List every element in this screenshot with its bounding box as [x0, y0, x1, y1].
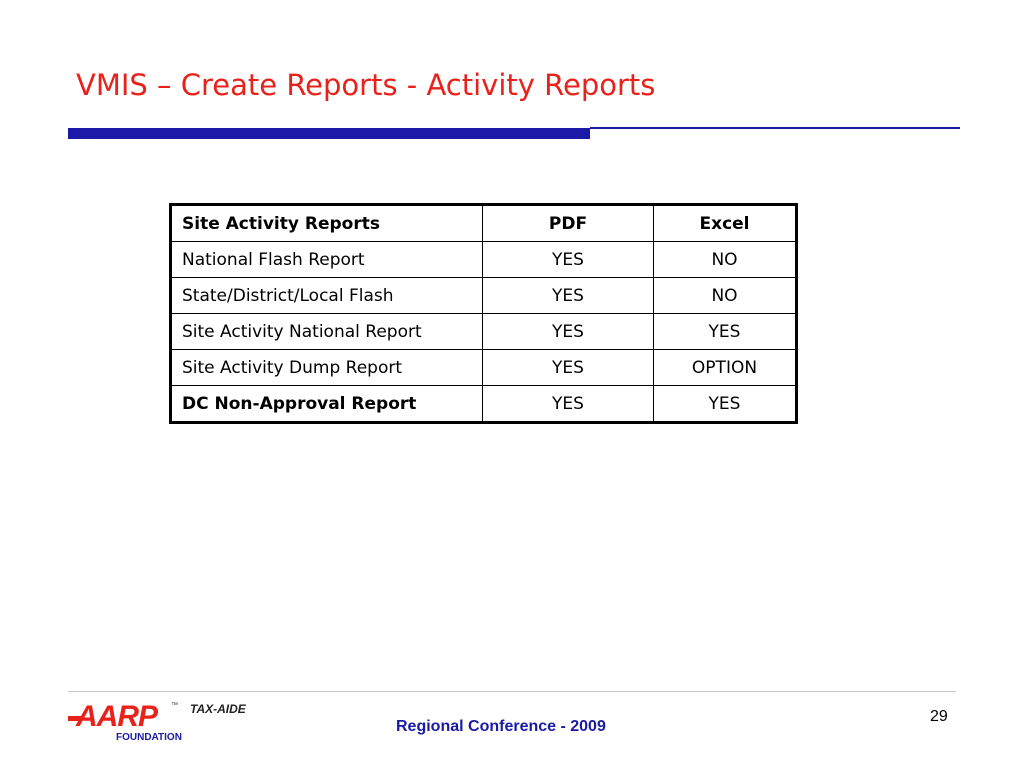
- logo-trademark: ™: [171, 702, 178, 709]
- report-name-cell: National Flash Report: [171, 242, 483, 278]
- table-row: [171, 350, 797, 386]
- excel-cell: YES: [654, 314, 797, 350]
- activity-reports-table: [169, 203, 798, 424]
- pdf-cell: YES: [483, 386, 654, 423]
- excel-cell: NO: [654, 278, 797, 314]
- pdf-cell: YES: [483, 278, 654, 314]
- logo-foundation-text: FOUNDATION: [116, 732, 182, 743]
- pdf-cell: YES: [483, 242, 654, 278]
- conference-label: Regional Conference - 2009: [396, 718, 606, 735]
- slide-title: VMIS – Create Reports - Activity Reports: [76, 68, 656, 102]
- table-row: [171, 278, 797, 314]
- report-name-cell: State/District/Local Flash: [171, 278, 483, 314]
- title-underline-thick: [68, 128, 590, 139]
- excel-cell: NO: [654, 242, 797, 278]
- report-name-cell: Site Activity National Report: [171, 314, 483, 350]
- column-header-report: Site Activity Reports: [171, 205, 483, 242]
- pdf-cell: YES: [483, 314, 654, 350]
- logo-aarp-text: AARP: [76, 700, 158, 733]
- title-underline-thin: [590, 127, 960, 129]
- table-row: [171, 314, 797, 350]
- column-header-pdf: PDF: [483, 205, 654, 242]
- pdf-cell: YES: [483, 350, 654, 386]
- aarp-taxaide-logo: [68, 700, 278, 750]
- column-header-excel: Excel: [654, 205, 797, 242]
- table-header-row: [171, 205, 797, 242]
- logo-taxaide-text: TAX-AIDE: [190, 702, 246, 716]
- table-row: [171, 242, 797, 278]
- excel-cell: OPTION: [654, 350, 797, 386]
- report-name-cell: DC Non-Approval Report: [171, 386, 483, 423]
- page-number: 29: [930, 708, 948, 725]
- table-row: [171, 386, 797, 423]
- footer-divider: [68, 691, 956, 692]
- report-name-cell: Site Activity Dump Report: [171, 350, 483, 386]
- excel-cell: YES: [654, 386, 797, 423]
